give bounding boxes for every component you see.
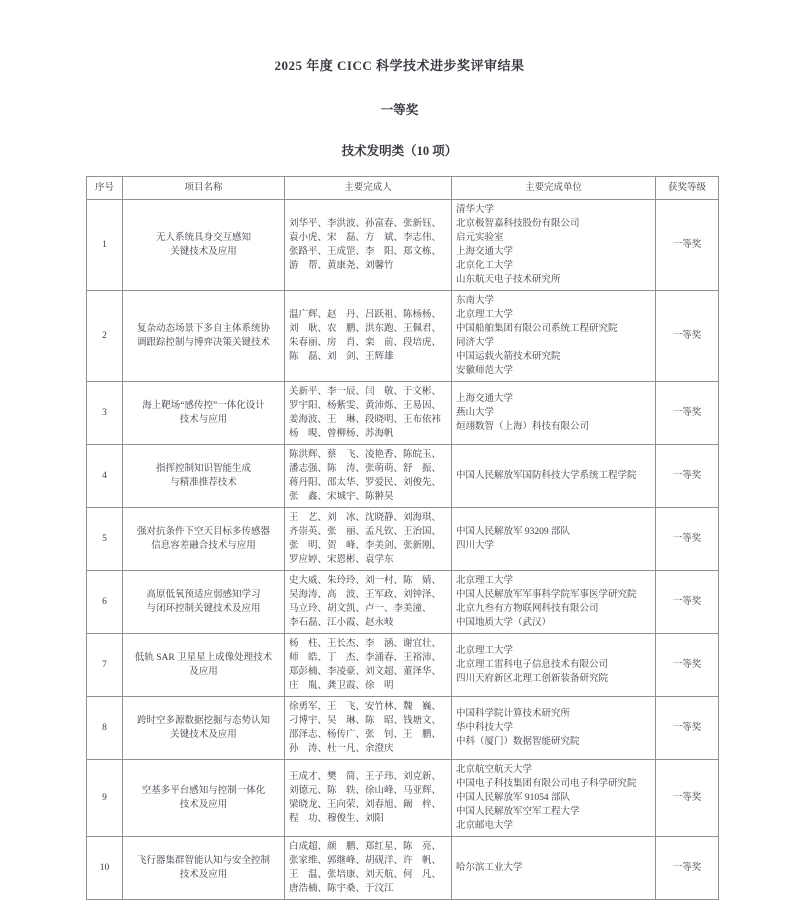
unit-name-line: 安徽师范大学 — [456, 366, 514, 376]
main-units-cell — [452, 291, 656, 382]
completer-names-line: 罗应婷、宋恩彬、袁学东 — [289, 555, 394, 565]
project-name-line: 与精准推荐技术 — [170, 478, 237, 488]
project-name-line: 高原低氧预适应弱感知学习 — [146, 590, 261, 600]
unit-name-line: 华中科技大学 — [456, 723, 514, 733]
project-name-line: 关键技术及应用 — [170, 730, 237, 740]
main-units-cell — [452, 508, 656, 571]
main-completers-cell — [285, 200, 452, 291]
project-name-line: 与闭环控制关键技术及应用 — [146, 604, 261, 614]
unit-name-line: 中国电子科技集团有限公司电子科学研究院 — [456, 779, 637, 789]
completer-names-line: 白成超、颜 鹏、郑红星、陈 亮、 — [289, 842, 442, 852]
main-completers-cell — [285, 697, 452, 760]
main-completers-cell — [285, 445, 452, 508]
completer-names-line: 唐浩楠、陈宇桑、于汶江 — [289, 884, 394, 894]
table-row — [87, 291, 719, 382]
project-name-cell — [123, 634, 285, 697]
completer-names-line: 关新平、李一辰、闫 敬、于文彬、 — [289, 387, 442, 397]
table-row — [87, 445, 719, 508]
project-name-line: 调跟踪控制与博弈决策关键技术 — [136, 338, 270, 348]
completer-names-line: 刘 耿、农 鹏、洪东跑、王佩君、 — [289, 324, 442, 334]
main-completers-cell — [285, 837, 452, 900]
completer-names-line: 杨 晛、曾柳杨、苏海帆 — [289, 429, 394, 439]
main-units-cell — [452, 571, 656, 634]
completer-names-line: 刘华平、李洪波、孙富春、张新钰、 — [289, 219, 442, 229]
category-heading: 技术发明类（10 项） — [341, 144, 458, 158]
completer-names-line: 张 明、贺 峰、李美剑、张新刚、 — [289, 541, 442, 551]
main-completers-cell — [285, 571, 452, 634]
unit-name-line: 启元实验室 — [456, 233, 504, 243]
unit-name-line: 中国人民解放军空军工程大学 — [456, 807, 580, 817]
unit-name-line: 燕山大学 — [456, 408, 495, 418]
completer-names-line: 马立玲、胡文凯、卢一、李美潼、 — [289, 604, 432, 614]
table-row — [87, 760, 719, 837]
header-seq: 序号 — [87, 177, 123, 200]
award-level-cell: 一等奖 — [656, 697, 719, 760]
unit-name-line: 北京九叁有方物联网科技有限公司 — [456, 604, 599, 614]
project-name-cell — [123, 508, 285, 571]
completer-names-line: 袁小虎、宋 磊、方 斌、李志伟、 — [289, 233, 442, 243]
unit-name-line: 北京理工大学 — [456, 576, 514, 586]
unit-name-line: 烜翊数智（上海）科技有限公司 — [456, 422, 590, 432]
completer-names-line: 齐崇英、张 丽、孟凡钦、王治国、 — [289, 527, 442, 537]
completer-names-line: 庄 胤、龚卫霞、徐 明 — [289, 681, 394, 691]
main-completers-cell — [285, 634, 452, 697]
completer-names-line: 陈 磊、刘 剑、王辉雄 — [289, 352, 394, 362]
unit-name-line: 北京极智嘉科技股份有限公司 — [456, 219, 580, 229]
completer-names-line: 张 鑫、宋城宇、陈翀昊 — [289, 492, 394, 502]
completer-names-line: 朱春丽、房 肖、栾 前、段培虎、 — [289, 338, 442, 348]
main-units-cell — [452, 382, 656, 445]
completer-names-line: 潘志强、陈 涛、张萌萌、舒 振、 — [289, 464, 442, 474]
document-title: 2025 年度 CICC 科学技术进步奖评审结果 — [274, 58, 525, 73]
unit-name-line: 山东航天电子技术研究所 — [456, 275, 561, 285]
header-project-name: 项目名称 — [123, 177, 285, 200]
award-level-heading: 一等奖 — [380, 103, 419, 117]
unit-name-line: 北京理工雷科电子信息技术有限公司 — [456, 660, 609, 670]
completer-names-line: 王成才、樊 简、王子玮、刘克新、 — [289, 772, 442, 782]
main-completers-cell — [285, 508, 452, 571]
award-level-cell: 一等奖 — [656, 508, 719, 571]
completer-names-line: 杨 柱、王长杰、李 涵、谢宜壮、 — [289, 639, 442, 649]
project-name-line: 信息容差融合技术与应用 — [151, 541, 256, 551]
project-name-line: 指挥控制知识智能生成 — [155, 464, 251, 474]
project-name-cell — [123, 760, 285, 837]
completer-names-line: 梁晓龙、王向荣、刘春旭、阚 梓、 — [289, 800, 442, 810]
completer-names-line: 李石磊、江小霞、赵永岐 — [289, 618, 394, 628]
project-name-line: 技术与应用 — [179, 415, 228, 425]
award-level-cell: 一等奖 — [656, 571, 719, 634]
completer-names-line: 徐勇军、王 飞、安竹林、魏 巍、 — [289, 702, 442, 712]
award-level-cell: 一等奖 — [656, 291, 719, 382]
project-name-line: 技术及应用 — [179, 870, 228, 880]
unit-name-line: 北京理工大学 — [456, 646, 514, 656]
completer-names-line: 蒋丹阳、邵太华、罗爱民、刘俊先、 — [289, 478, 442, 488]
completer-names-line: 邵泽志、杨传广、张 钊、王 鹏、 — [289, 730, 442, 740]
award-level-cell: 一等奖 — [656, 837, 719, 900]
unit-name-line: 清华大学 — [456, 205, 495, 215]
project-name-line: 飞行器集群智能认知与安全控制 — [136, 856, 270, 866]
unit-name-line: 中国地质大学（武汉） — [456, 618, 552, 628]
award-level-cell: 一等奖 — [656, 382, 719, 445]
row-seq-number: 1 — [87, 200, 123, 291]
unit-name-line: 中国船舶集团有限公司系统工程研究院 — [456, 324, 618, 334]
row-seq-number: 9 — [87, 760, 123, 837]
row-seq-number: 7 — [87, 634, 123, 697]
completer-names-line: 王 温、张培康、刘天航、何 凡、 — [289, 870, 442, 880]
project-name-cell — [123, 200, 285, 291]
unit-name-line: 上海交通大学 — [456, 394, 514, 404]
unit-name-line: 北京化工大学 — [456, 261, 514, 271]
project-name-cell — [123, 837, 285, 900]
project-name-line: 空基多平台感知与控制一体化 — [141, 786, 266, 796]
unit-name-line: 北京航空航天大学 — [456, 765, 533, 775]
completer-names-line: 吴海涛、高 波、王军政、刘钟泽、 — [289, 590, 442, 600]
project-name-line: 技术及应用 — [179, 800, 228, 810]
table-row — [87, 634, 719, 697]
header-main-units: 主要完成单位 — [452, 177, 656, 200]
completer-names-line: 姜海波、王 琳、段晓明、王布依袆 — [289, 415, 442, 425]
row-seq-number: 3 — [87, 382, 123, 445]
unit-name-line: 北京邮电大学 — [456, 821, 514, 831]
completer-names-line: 刘德元、陈 轶、徐山峰、马亚辉、 — [289, 786, 442, 796]
project-name-line: 海上靶场“感传控”一体化设计 — [142, 401, 265, 411]
project-name-line: 关键技术及应用 — [170, 247, 237, 257]
unit-name-line: 哈尔滨工业大学 — [456, 863, 523, 873]
table-row — [87, 382, 719, 445]
main-completers-cell — [285, 760, 452, 837]
row-seq-number: 4 — [87, 445, 123, 508]
unit-name-line: 中国科学院计算技术研究所 — [456, 709, 571, 719]
unit-name-line: 四川大学 — [456, 541, 495, 551]
main-units-cell — [452, 837, 656, 900]
unit-name-line: 上海交通大学 — [456, 247, 514, 257]
main-units-cell — [452, 200, 656, 291]
main-units-cell — [452, 445, 656, 508]
table-header — [87, 177, 719, 200]
award-level-cell: 一等奖 — [656, 200, 719, 291]
completer-names-line: 罗宇阳、杨紫雯、黄沛烁、王易因、 — [289, 401, 442, 411]
main-units-cell — [452, 634, 656, 697]
main-units-cell — [452, 697, 656, 760]
unit-name-line: 中国人民解放军国防科技大学系统工程学院 — [456, 471, 637, 481]
completer-names-line: 张路平、王成罡、李 阳、郑文栋、 — [289, 247, 442, 257]
row-seq-number: 10 — [87, 837, 123, 900]
unit-name-line: 中科（厦门）数据智能研究院 — [456, 737, 580, 747]
completer-names-line: 程 功、穆俊生、刘阳 — [289, 814, 385, 824]
completer-names-line: 陈洪辉、蔡 飞、凌艳香、陈皖玉、 — [289, 450, 442, 460]
completer-names-line: 刁博宇、吴 琳、陈 昭、钱塘文、 — [289, 716, 442, 726]
row-seq-number: 6 — [87, 571, 123, 634]
table-row — [87, 697, 719, 760]
award-level-cell: 一等奖 — [656, 445, 719, 508]
table-row — [87, 508, 719, 571]
completer-names-line: 师 皓、丁 杰、李涌春、王裕沛、 — [289, 653, 442, 663]
row-seq-number: 5 — [87, 508, 123, 571]
award-level-cell: 一等奖 — [656, 634, 719, 697]
table-row — [87, 200, 719, 291]
project-name-line: 无人系统具身交互感知 — [155, 233, 251, 243]
table-header-row — [87, 177, 719, 200]
table-row — [87, 571, 719, 634]
header-main-completers: 主要完成人 — [285, 177, 452, 200]
results-table — [86, 176, 719, 900]
completer-names-line: 张家维、郭继峰、胡砚洋、许 帆、 — [289, 856, 442, 866]
unit-name-line: 中国人民解放军 93209 部队 — [456, 527, 571, 537]
project-name-cell — [123, 445, 285, 508]
row-seq-number: 8 — [87, 697, 123, 760]
project-name-line: 跨时空多源数据挖掘与态势认知 — [136, 716, 270, 726]
project-name-line: 强对抗条件下空天目标多传感器 — [136, 527, 270, 537]
header-award-level: 获奖等级 — [656, 177, 719, 200]
unit-name-line: 中国运载火箭技术研究院 — [456, 352, 561, 362]
project-name-cell — [123, 291, 285, 382]
row-seq-number: 2 — [87, 291, 123, 382]
completer-names-line: 郑彭楠、李凌豪、刘文超、董泽华、 — [289, 667, 442, 677]
project-name-cell — [123, 697, 285, 760]
unit-name-line: 四川天府新区北理工创新装备研究院 — [456, 674, 609, 684]
main-units-cell — [452, 760, 656, 837]
project-name-line: 复杂动态场景下多自主体系统协 — [136, 324, 270, 334]
completer-names-line: 温广辉、赵 丹、吕跃祖、陈杨杨、 — [289, 310, 442, 320]
completer-names-line: 史大威、朱玲玲、刘一村、陈 婧、 — [289, 576, 442, 586]
unit-name-line: 同济大学 — [456, 338, 495, 348]
table-body — [87, 200, 719, 900]
completer-names-line: 孙 涛、杜一凡、余澄庆 — [289, 744, 394, 754]
completer-names-line: 游 帮、黄康尧、刘馨竹 — [289, 261, 394, 271]
unit-name-line: 东南大学 — [456, 296, 495, 306]
completer-names-line: 王 艺、刘 冰、沈晓静、刘海琪、 — [289, 513, 442, 523]
award-level-cell: 一等奖 — [656, 760, 719, 837]
main-completers-cell — [285, 291, 452, 382]
project-name-cell — [123, 571, 285, 634]
table-row — [87, 837, 719, 900]
unit-name-line: 北京理工大学 — [456, 310, 514, 320]
main-completers-cell — [285, 382, 452, 445]
unit-name-line: 中国人民解放军 91054 部队 — [456, 793, 571, 803]
project-name-line: 及应用 — [189, 667, 218, 677]
project-name-cell — [123, 382, 285, 445]
unit-name-line: 中国人民解放军军事科学院军事医学研究院 — [456, 590, 637, 600]
project-name-line: 低轨 SAR 卫星星上成像处理技术 — [134, 653, 273, 663]
